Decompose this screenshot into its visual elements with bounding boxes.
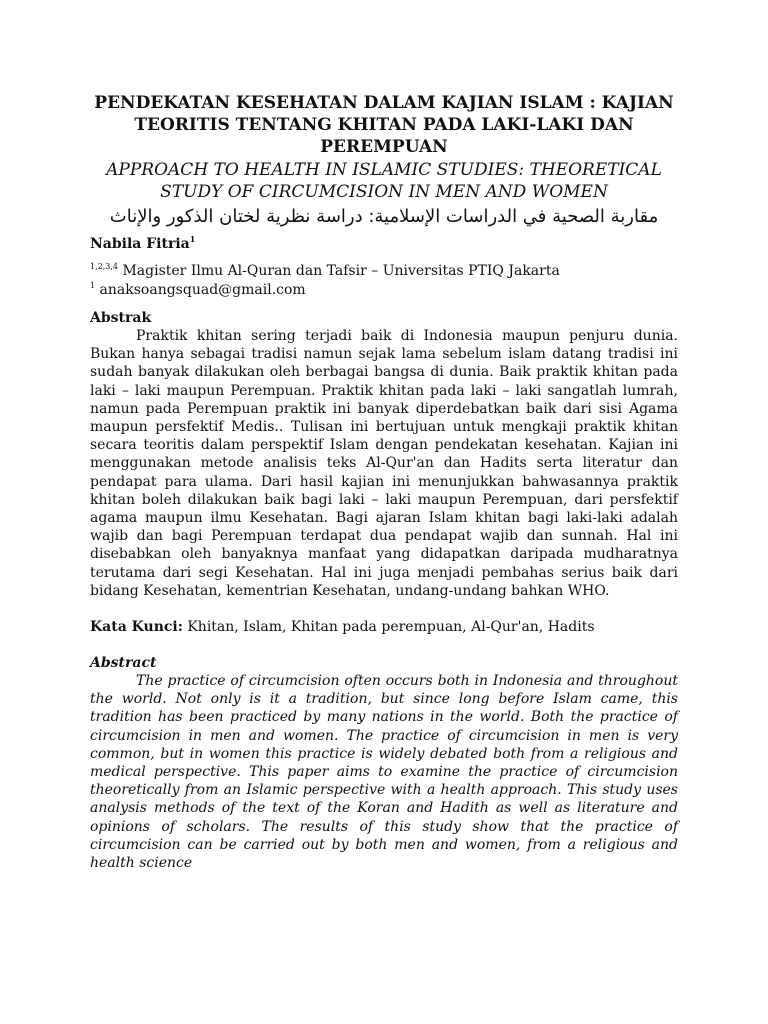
author-name: Nabila Fitria	[90, 236, 190, 252]
paper-page	[90, 92, 678, 872]
email-line	[90, 281, 678, 300]
keywords-line	[90, 618, 678, 636]
email-address: anaksoangsquad@gmail.com	[99, 282, 306, 298]
abstract-body-english: The practice of circumcision often occurs both in Indonesia and throughout the world. Not only is it a tradition, but since long before Islam came, this tradition has been practiced by many nations in the world. Both the practice of circumcision in men and women. The practice of circumcision in men is very common, but in women this practice is widely debated both from a religious and medical perspective. This paper aims to examine the practice of circumcision theoretically from an Islamic perspective with a health approach. This study uses analysis methods of the text of the Koran and Hadith as well as literature and opinions of scholars. The results of this study show that the practice of circumcision can be carried out by both men and women, from a religious and health science	[90, 673, 678, 872]
author-marker: 1	[189, 234, 196, 244]
email-marker: 1	[90, 281, 96, 290]
affiliation-markers: 1,2,3,4	[90, 262, 118, 271]
paper-title-arabic: مقاربة الصحية في الدراسات الإسلامية: دراسة نظرية لختان الذكور والإناث	[109, 206, 659, 227]
author-line	[90, 235, 678, 253]
keywords-text: Khitan, Islam, Khitan pada perempuan, Al-Qur'an, Hadits	[182, 619, 595, 636]
paper-title-english: APPROACH TO HEALTH IN ISLAMIC STUDIES: THEORETICAL STUDY OF CIRCUMCISION IN MEN AND WOMEN	[106, 160, 662, 202]
keywords-label: Kata Kunci:	[90, 619, 183, 636]
abstract-heading-indonesian: Abstrak	[90, 310, 152, 326]
abstract-heading-english: Abstract	[90, 655, 157, 672]
affiliation-line	[90, 262, 678, 281]
affiliation-text: Magister Ilmu Al-Quran dan Tafsir – Universitas PTIQ Jakarta	[122, 263, 560, 279]
paper-title-indonesian: PENDEKATAN KESEHATAN DALAM KAJIAN ISLAM : KAJIAN TEORITIS TENTANG KHITAN PADA LAKI-LAKI DAN PEREMPUAN	[94, 93, 674, 157]
abstract-body-indonesian: Praktik khitan sering terjadi baik di Indonesia maupun penjuru dunia. Bukan hanya sebagai tradisi namun sejak lama sebelum islam datang tradisi ini sudah banyak dilakukan oleh berbagai bangsa di dunia. Baik praktik khitan pada laki – laki maupun Perempuan. Praktik khitan pada laki – laki sangatlah lumrah, namun pada Perempuan praktik ini banyak diperdebatkan baik dari sisi Agama maupun persfektif Medis.. Tulisan ini bertujuan untuk mengkaji praktik khitan secara teoritis dalam perspektif Islam dengan pendekatan kesehatan. Kajian ini menggunakan metode analisis teks Al-Qur'an dan Hadits serta literatur dan pendapat para ulama. Dari hasil kajian ini menunjukkan bahwasannya praktik khitan boleh dilakukan baik bagi laki – laki maupun Perempuan, dari persfektif agama maupun ilmu Kesehatan. Bagi ajaran Islam khitan bagi laki-laki adalah wajib dan bagi Perempuan terdapat dua pendapat wajib dan sunnah. Hal ini disebabkan oleh banyaknya manfaat yang didapatkan daripada mudharatnya terutama dari segi Kesehatan. Hal ini juga menjadi pembahas serius baik dari bidang Kesehatan, kementrian Kesehatan, undang-undang bahkan WHO.	[90, 328, 678, 599]
